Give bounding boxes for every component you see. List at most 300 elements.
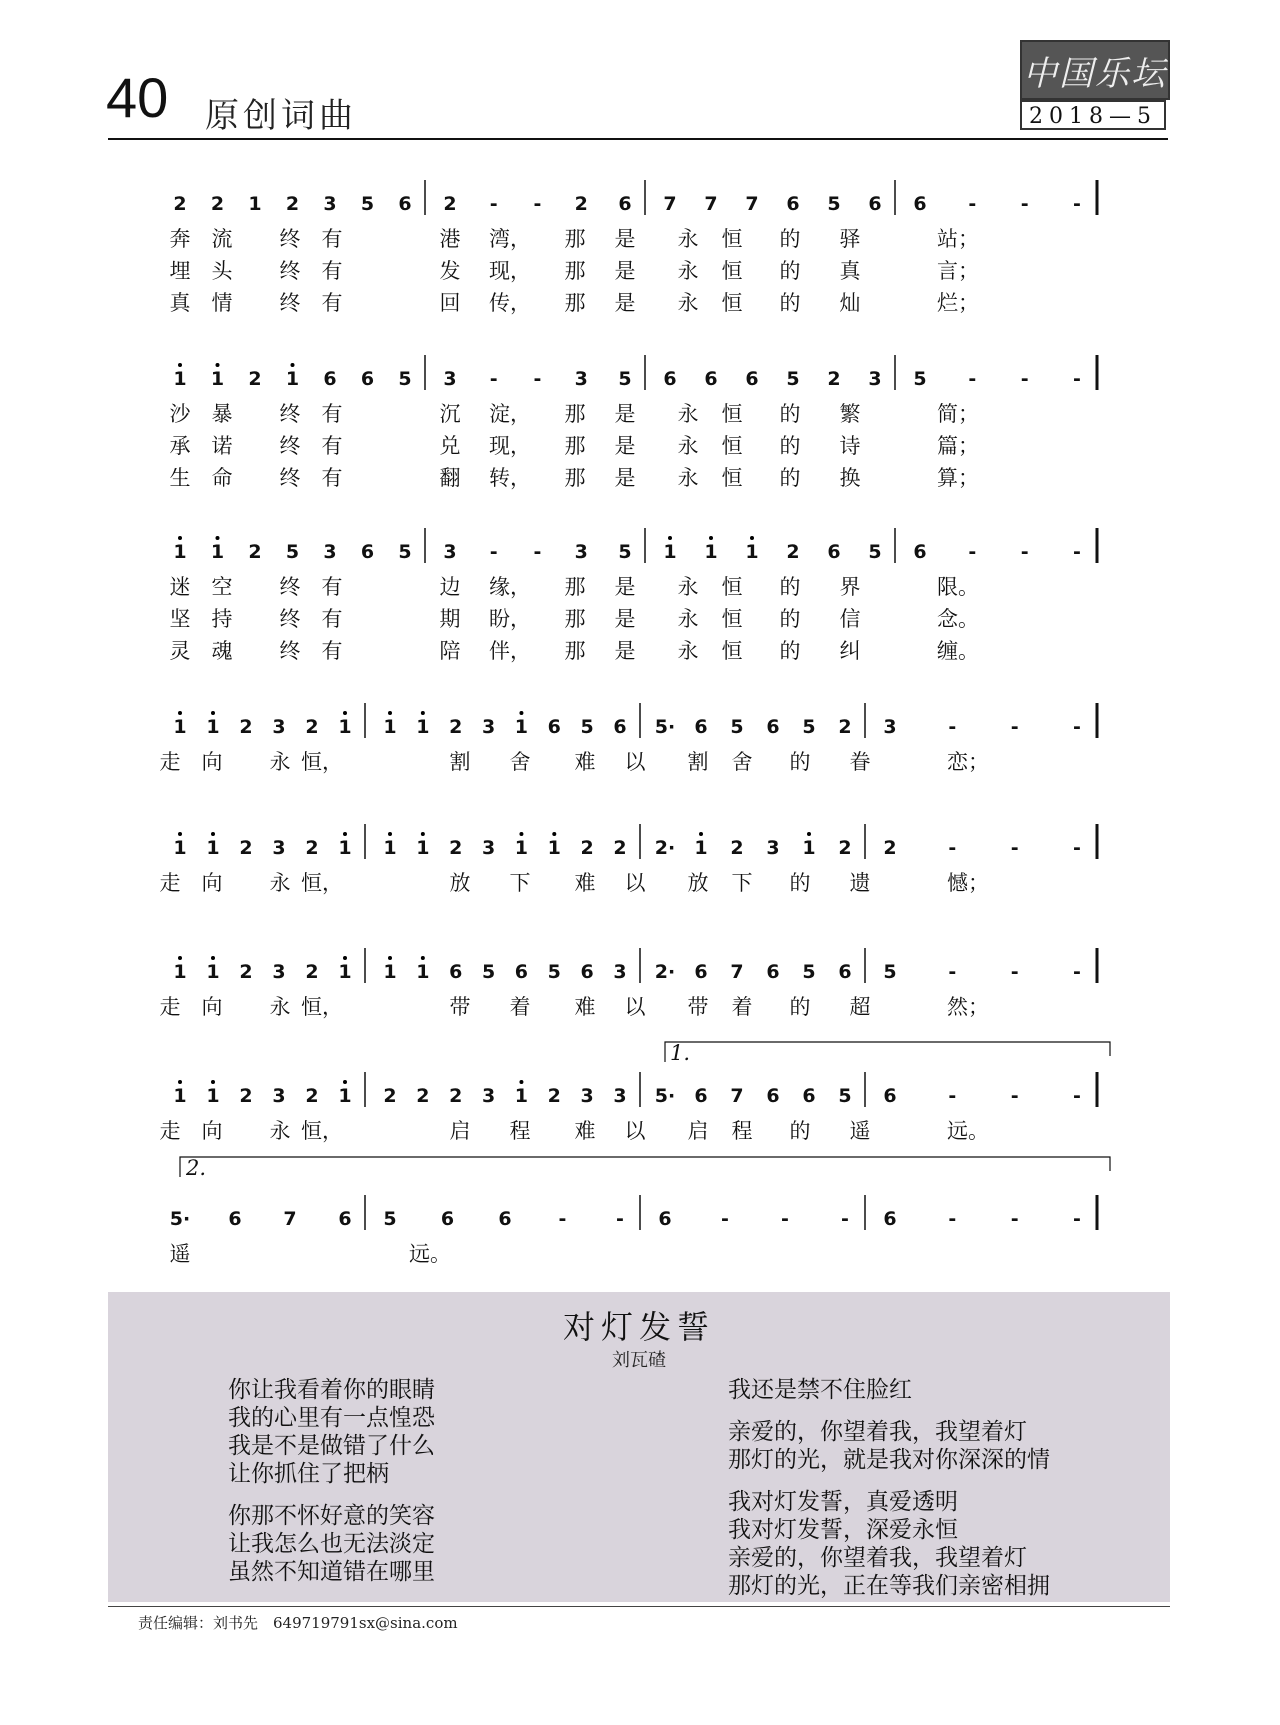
lyric-char: 真 [839, 259, 861, 283]
note: 6 [580, 961, 594, 983]
lyric-char: 着 [509, 995, 531, 1019]
poem-line: 让你抓住了把柄 [228, 1461, 389, 1487]
lyric-char: 灿 [839, 291, 861, 315]
poem-author: 刘瓦碴 [612, 1350, 666, 1371]
note: 1 [802, 837, 816, 859]
note: - [968, 541, 977, 563]
note: 1 [514, 716, 529, 738]
lyric-char: 那 [564, 575, 586, 599]
note: - [948, 1208, 957, 1230]
poem-line: 亲爱的，你望着我，我望着灯 [728, 1545, 1027, 1571]
lyric-char: 有 [321, 402, 343, 426]
poem-line: 那灯的光，正在等我们亲密相拥 [728, 1573, 1050, 1599]
note: - [1073, 1085, 1081, 1107]
note: 2 [443, 193, 457, 215]
note: 6 [838, 961, 852, 983]
note: 1 [514, 837, 529, 859]
lyric-char: 永 [677, 259, 699, 283]
lyric-char: 放 [687, 871, 709, 895]
note: 2· [654, 961, 676, 983]
lyric-char: 难 [574, 871, 596, 895]
octave-dot [552, 832, 556, 836]
octave-dot [421, 956, 425, 960]
note: 5 [398, 368, 412, 390]
note: 1 [383, 961, 397, 983]
lyric-char: 启 [687, 1119, 709, 1143]
octave-dot [343, 711, 347, 715]
lyric-char: 下 [731, 871, 753, 895]
lyric-char: 永 [677, 575, 699, 599]
note: - [721, 1208, 729, 1230]
note: 2 [574, 193, 588, 215]
octave-dot [178, 711, 182, 715]
lyric-char: 超 [849, 995, 871, 1019]
note: 2 [416, 1085, 430, 1107]
note: - [948, 716, 957, 738]
lyric-char: 有 [321, 639, 343, 663]
note: 3 [443, 368, 457, 390]
lyric-char: 念。 [937, 607, 979, 631]
poem-line: 虽然不知道错在哪里 [228, 1559, 435, 1585]
poem-line: 我的心里有一点惶恐 [228, 1405, 435, 1431]
note: 6 [398, 193, 412, 215]
lyric-char: 灵 [169, 639, 191, 663]
note: 1 [285, 368, 300, 390]
volta-2-label: 2. [186, 1156, 207, 1180]
lyric-char: 恒 [721, 639, 743, 663]
lyric-char: 埋 [169, 259, 191, 283]
lyric-char: 湾， [489, 227, 531, 251]
lyric-char: 向 [201, 871, 223, 895]
lyric-char: 奔 [169, 227, 191, 251]
note: 5 [827, 193, 841, 215]
octave-dot [216, 536, 220, 540]
lyric-char: 向 [201, 750, 223, 774]
poem-line: 我对灯发誓，深爱永恒 [728, 1517, 958, 1543]
note: 3 [868, 368, 882, 390]
lyric-char: 是 [614, 434, 636, 458]
note: 1 [173, 1085, 187, 1107]
note: 5 [547, 961, 561, 983]
note: 2 [838, 716, 852, 738]
note: 2 [239, 837, 253, 859]
note: 6 [663, 368, 677, 390]
lyric-char: 沉 [439, 402, 461, 426]
note: 6 [827, 541, 841, 563]
note: 1 [210, 368, 225, 390]
lyric-char: 永 [677, 227, 699, 251]
note: 2 [248, 541, 262, 563]
volta-1-label: 1. [670, 1041, 691, 1065]
lyric-char: 永 [677, 639, 699, 663]
note: 6 [360, 541, 375, 563]
note: 5 [285, 541, 300, 563]
lyric-char: 界 [839, 575, 861, 599]
lyric-char: 恒 [721, 575, 743, 599]
note: 1 [210, 541, 225, 563]
lyric-char: 烂； [937, 291, 979, 315]
poem-line: 我还是禁不住脸红 [728, 1377, 912, 1403]
note: 3 [883, 716, 897, 738]
lyric-char: 有 [321, 259, 343, 283]
editor-credit: 责任编辑：刘书先 649719791sx@sina.com [138, 1614, 458, 1632]
note: 1 [383, 716, 397, 738]
lyric-char: 永 [677, 466, 699, 490]
octave-dot [421, 832, 425, 836]
note: - [1020, 193, 1029, 215]
note: 3 [272, 961, 286, 983]
note: 1 [704, 541, 718, 563]
note: - [1073, 961, 1081, 983]
octave-dot [388, 956, 392, 960]
lyric-char: 算； [937, 466, 979, 490]
note: 3 [574, 541, 588, 563]
note: - [1073, 193, 1081, 215]
volta-1-bracket [665, 1042, 1110, 1062]
note: 3 [574, 368, 588, 390]
lyric-char: 以 [624, 750, 646, 774]
lyric-char: 淀， [489, 402, 531, 426]
lyric-char: 那 [564, 434, 586, 458]
lyric-char: 走 [159, 995, 181, 1019]
note: 5· [654, 1085, 676, 1107]
lyric-char: 真 [169, 291, 191, 315]
lyric-char: 沙 [169, 402, 191, 426]
lyric-char: 伴， [489, 639, 531, 663]
note: - [1010, 961, 1019, 983]
octave-dot [211, 956, 215, 960]
octave-dot [291, 363, 295, 367]
octave-dot [709, 536, 713, 540]
lyric-char: 向 [201, 1119, 223, 1143]
note: 1 [206, 961, 220, 983]
poem-line: 让我怎么也无法淡定 [228, 1531, 435, 1557]
lyric-char: 着 [731, 995, 753, 1019]
note: 5 [730, 716, 744, 738]
magazine-logo-text: 中国乐坛 [1023, 53, 1167, 94]
lyric-char: 有 [321, 607, 343, 631]
lyric-char: 的 [779, 575, 801, 599]
note: - [533, 193, 542, 215]
lyric-char: 那 [564, 639, 586, 663]
note: 6 [766, 1085, 780, 1107]
note: 6 [658, 1208, 672, 1230]
note: 2 [173, 193, 187, 215]
lyric-char: 现， [489, 259, 531, 283]
lyric-char: 是 [614, 402, 636, 426]
lyric-char: 是 [614, 259, 636, 283]
note: 6 [766, 961, 780, 983]
lyric-char: 兑 [439, 434, 461, 458]
note: 5 [618, 368, 632, 390]
note: 5 [868, 541, 882, 563]
stanza-gap [728, 1404, 1050, 1418]
note: 6 [786, 193, 800, 215]
note: 1 [514, 1085, 529, 1107]
lyric-char: 永 [677, 607, 699, 631]
lyric-char: 恒， [301, 871, 343, 895]
stanza-gap [728, 1474, 1050, 1488]
lyric-char: 持 [211, 607, 233, 631]
lyric-char: 恒， [301, 995, 343, 1019]
note: 1 [383, 837, 397, 859]
section-title: 原创词曲 [205, 96, 357, 136]
lyric-char: 恒 [721, 259, 743, 283]
lyric-char: 恒 [721, 291, 743, 315]
lyric-char: 诺 [211, 434, 233, 458]
poem-line: 亲爱的，你望着我，我望着灯 [728, 1419, 1027, 1445]
lyric-char: 的 [789, 750, 811, 774]
lyric-char: 难 [574, 1119, 596, 1143]
note: 2 [547, 1085, 561, 1107]
poem-title: 对灯发誓 [562, 1308, 715, 1346]
lyric-char: 带 [687, 995, 709, 1019]
note: 3 [481, 1085, 496, 1107]
note: 2 [383, 1085, 397, 1107]
note: 1 [663, 541, 677, 563]
lyric-char: 言； [937, 259, 979, 283]
lyric-char: 是 [614, 466, 636, 490]
note: 1 [694, 837, 708, 859]
note: 5 [398, 541, 412, 563]
note: - [1073, 541, 1081, 563]
lyric-char: 头 [211, 259, 233, 283]
octave-dot [343, 1080, 347, 1084]
lyric-char: 终 [279, 227, 301, 251]
lyric-char: 的 [789, 871, 811, 895]
note: - [489, 541, 498, 563]
note: - [489, 193, 498, 215]
note: 6 [694, 1085, 708, 1107]
lyric-char: 恋； [947, 750, 989, 774]
magazine-logo [1020, 40, 1170, 100]
octave-dot [668, 536, 672, 540]
lyric-char: 期 [439, 607, 461, 631]
note: 1 [745, 541, 759, 563]
music-score [0, 150, 1280, 1285]
octave-dot [211, 711, 215, 715]
lyric-char: 是 [614, 575, 636, 599]
lyric-char: 终 [279, 402, 301, 426]
lyric-char: 遥 [169, 1242, 191, 1266]
lyric-char: 的 [789, 1119, 811, 1143]
lyric-char: 那 [564, 227, 586, 251]
note: 2 [786, 541, 800, 563]
lyric-char: 那 [564, 291, 586, 315]
lyric-char: 永 [677, 291, 699, 315]
lyric-char: 永 [269, 995, 291, 1019]
octave-dot [519, 711, 523, 715]
note: - [1010, 837, 1019, 859]
note: - [1073, 716, 1081, 738]
note: - [616, 1208, 624, 1230]
note: - [948, 837, 957, 859]
lyric-char: 站； [937, 227, 979, 251]
octave-dot [343, 832, 347, 836]
lyric-char: 信 [839, 607, 861, 631]
note: 1 [338, 1085, 352, 1107]
note: 2 [883, 837, 897, 859]
volta-2-bracket [180, 1157, 1110, 1177]
lyric-char: 恒 [721, 607, 743, 631]
note: 1 [173, 837, 187, 859]
note: 2 [838, 837, 852, 859]
octave-dot [519, 1080, 523, 1084]
note: 5 [618, 541, 632, 563]
note: 6 [323, 368, 337, 390]
lyric-char: 恒 [721, 227, 743, 251]
lyric-char: 走 [159, 750, 181, 774]
note: 5 [883, 961, 897, 983]
note: 6 [745, 368, 759, 390]
lyric-char: 终 [279, 434, 301, 458]
note: 5 [913, 368, 927, 390]
note: 6 [802, 1085, 816, 1107]
note: - [489, 368, 498, 390]
note: 2 [285, 193, 300, 215]
octave-dot [178, 956, 182, 960]
lyric-char: 恒 [721, 434, 743, 458]
note: - [1010, 1208, 1019, 1230]
note: 3 [323, 193, 337, 215]
lyric-char: 以 [624, 871, 646, 895]
issue-number: 2018—5 [1020, 100, 1166, 130]
note: 6 [883, 1208, 897, 1230]
note: 5 [786, 368, 800, 390]
lyric-char: 舍 [731, 750, 753, 774]
lyric-char: 向 [201, 995, 223, 1019]
lyric-char: 缘， [489, 575, 531, 599]
lyric-char: 命 [211, 466, 233, 490]
poem-line: 你那不怀好意的笑容 [228, 1503, 435, 1529]
lyric-char: 恒， [301, 1119, 343, 1143]
lyric-char: 遗 [849, 871, 871, 895]
note: 1 [416, 837, 430, 859]
note: 6 [228, 1208, 242, 1230]
note: 1 [206, 837, 220, 859]
poem-right-column [728, 1376, 1050, 1600]
lyric-char: 暴 [211, 402, 233, 426]
note: 6 [338, 1208, 352, 1230]
note: - [1020, 541, 1029, 563]
note: 2 [449, 716, 463, 738]
lyric-char: 有 [321, 227, 343, 251]
octave-dot [178, 832, 182, 836]
note: 2 [730, 837, 744, 859]
octave-dot [178, 536, 182, 540]
note: 1 [173, 368, 187, 390]
note: 2 [248, 368, 262, 390]
note: 1 [248, 193, 262, 215]
note: 2 [305, 961, 319, 983]
lyric-char: 换 [839, 466, 861, 490]
poem-left-column [228, 1376, 435, 1586]
lyric-char: 的 [779, 402, 801, 426]
lyric-char: 程 [509, 1119, 531, 1143]
lyric-char: 走 [159, 1119, 181, 1143]
lyric-char: 的 [779, 434, 801, 458]
lyric-char: 永 [269, 871, 291, 895]
lyric-char: 是 [614, 607, 636, 631]
lyric-char: 终 [279, 259, 301, 283]
note: 7 [730, 961, 744, 983]
note: - [841, 1208, 849, 1230]
note: 3 [481, 716, 496, 738]
note: 3 [580, 1085, 594, 1107]
note: 6 [913, 541, 927, 563]
lyric-char: 有 [321, 291, 343, 315]
note: 5 [838, 1085, 852, 1107]
lyric-char: 舍 [509, 750, 531, 774]
note: 2 [580, 837, 594, 859]
lyric-char: 有 [321, 434, 343, 458]
lyric-char: 回 [439, 291, 461, 315]
lyric-char: 以 [624, 1119, 646, 1143]
note: 7 [730, 1085, 744, 1107]
lyric-char: 转， [489, 466, 531, 490]
note: 6 [868, 193, 882, 215]
note: 2 [613, 837, 627, 859]
note: 2 [239, 961, 253, 983]
lyric-char: 边 [439, 575, 461, 599]
lyric-char: 盼， [489, 607, 531, 631]
octave-dot [211, 1080, 215, 1084]
note: - [948, 1085, 957, 1107]
lyric-char: 的 [779, 466, 801, 490]
note: 6 [498, 1208, 512, 1230]
lyric-char: 下 [509, 871, 531, 895]
lyric-char: 憾； [947, 871, 989, 895]
lyric-char: 纠 [839, 639, 861, 663]
lyric-char: 眷 [849, 750, 871, 774]
note: 1 [173, 541, 187, 563]
note: 6 [618, 193, 632, 215]
lyric-char: 难 [574, 995, 596, 1019]
lyric-char: 启 [449, 1119, 471, 1143]
lyric-char: 魂 [211, 639, 233, 663]
lyric-char: 有 [321, 575, 343, 599]
header-rule [108, 138, 1168, 140]
note: 2 [449, 1085, 463, 1107]
lyric-char: 那 [564, 466, 586, 490]
note: 1 [338, 716, 352, 738]
note: 7 [704, 193, 718, 215]
note: 5· [169, 1208, 191, 1230]
octave-dot [519, 832, 523, 836]
note: 1 [338, 837, 352, 859]
lyric-char: 永 [677, 434, 699, 458]
note: 1 [338, 961, 352, 983]
note: 7 [663, 193, 677, 215]
note: - [533, 541, 542, 563]
lyric-char: 迷 [169, 575, 191, 599]
note: - [1020, 368, 1029, 390]
note: - [968, 193, 977, 215]
octave-dot [699, 832, 703, 836]
lyric-char: 篇； [937, 434, 979, 458]
lyric-char: 的 [789, 995, 811, 1019]
lyric-char: 的 [779, 607, 801, 631]
note: 1 [206, 716, 220, 738]
octave-dot [750, 536, 754, 540]
lyric-char: 陪 [439, 639, 461, 663]
lyric-char: 是 [614, 639, 636, 663]
lyric-char: 诗 [839, 434, 861, 458]
stanza-gap [228, 1488, 435, 1502]
lyric-char: 放 [449, 871, 471, 895]
note: 7 [745, 193, 759, 215]
lyric-char: 现， [489, 434, 531, 458]
